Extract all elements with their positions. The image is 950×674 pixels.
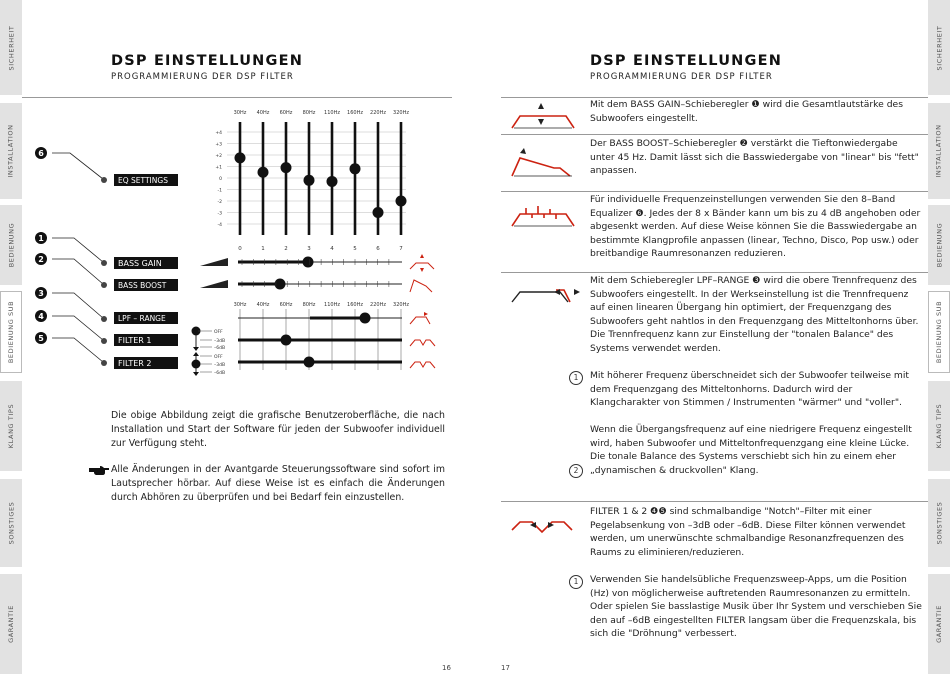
svg-text:4: 4	[38, 312, 44, 321]
filter2-curve-icon	[410, 362, 435, 368]
divider-2	[501, 191, 928, 192]
left-page-title: DSP EINSTELLUNGEN	[111, 53, 304, 69]
eq-freq-label: 110Hz	[324, 110, 340, 116]
bass-gain-curve-icon	[410, 254, 434, 272]
note-1-text: Mit höherer Frequenz überschneidet sich der Subwoofer teilweise mit dem Frequenzgang des Mitteltonhorns. Dadurch wird der Klangcharakter von Stimmen / Instrumenten "wärmer" und "voller".	[590, 370, 910, 409]
lpf-freq-label: 160Hz	[347, 302, 363, 308]
eq-freq-label: 40Hz	[256, 110, 270, 116]
eq-freq-label: 220Hz	[370, 110, 386, 116]
eq-settings-label	[114, 174, 178, 186]
dsp-gui-diagram	[30, 100, 450, 385]
divider-1	[501, 134, 928, 135]
svg-text:–6dB: –6dB	[214, 346, 226, 351]
eq-band-number: 1	[261, 246, 265, 252]
callout-6	[35, 147, 47, 159]
left-header-divider	[22, 97, 452, 98]
lpf-freq-label: 60Hz	[279, 302, 293, 308]
right-page-subtitle: PROGRAMMIERUNG DER DSP FILTER	[590, 72, 773, 82]
svg-text:–3dB: –3dB	[214, 339, 226, 344]
lpf-freq-label: 30Hz	[233, 302, 247, 308]
tab-bedienung-sub[interactable]: BEDIENUNG SUB	[0, 291, 22, 373]
tab-garantie[interactable]: GARANTIE	[928, 574, 950, 674]
eq-slider-knob	[327, 176, 338, 187]
bass-boost-curve-icon	[410, 280, 432, 292]
tab-bedienung[interactable]: BEDIENUNG	[928, 205, 950, 285]
eq-scale-label: +4	[215, 131, 222, 136]
section-bass-boost-text: Der BASS BOOST–Schieberegler ❷ verstärkt die Tieftonwiedergabe unter 45 Hz. Damit lässt sich die Basswiedergabe von "linear" bis "fett" anpassen.	[590, 138, 919, 177]
section-lpf-text: Mit dem Schieberegler LPF–RANGE ❸ wird die obere Trennfrequenz des Subwoofers eingestellt. In der Werkseinstellung ist die Trennfrequenz auf einen linearen Übergang hin optimiert, der Frequenzgang des Subwoofers geht nahtlos in den Frequenzgang des Mitteltonhorns über. Die Trennfrequenz kann zur Einstellung der "tonalen Balance" des Systems verwendet werden.	[590, 275, 919, 354]
eq-slider-knob	[373, 207, 384, 218]
eq-scale-label: +2	[215, 154, 222, 159]
lpf-icon	[508, 280, 588, 312]
section-bass-gain-text: Mit dem BASS GAIN–Schieberegler ❶ wird die Gesamtlautstärke des Subwoofers eingestellt.	[590, 99, 903, 124]
eq-band-number: 0	[238, 246, 242, 252]
bass-boost-wedge-icon	[200, 280, 228, 288]
side-tabs-left	[0, 0, 22, 674]
callout-4	[35, 310, 47, 322]
eq-band-number: 4	[330, 246, 334, 252]
note-1-number: 1	[569, 371, 583, 385]
tab-sicherheit[interactable]: SICHERHEIT	[928, 0, 950, 95]
eq-slider-knob	[350, 163, 361, 174]
eq-band-numbers	[238, 246, 403, 252]
eq-band-number: 2	[284, 246, 288, 252]
side-tabs-right	[928, 0, 950, 674]
svg-text:FILTER 2: FILTER 2	[118, 359, 152, 368]
tab-sonstiges[interactable]: SONSTIGES	[928, 479, 950, 567]
page-number-left: 16	[442, 664, 451, 672]
left-page-subtitle: PROGRAMMIERUNG DER DSP FILTER	[111, 72, 294, 82]
eq-scale-label: -2	[217, 200, 222, 205]
lpf-freq-label: 80Hz	[302, 302, 316, 308]
eq-band-number: 5	[353, 246, 357, 252]
svg-text:EQ SETTINGS: EQ SETTINGS	[118, 176, 168, 185]
filter2-level-selector[interactable]	[192, 352, 226, 376]
eq-band-number: 6	[376, 246, 380, 252]
eq-scale-label: 0	[219, 177, 222, 182]
svg-text:2: 2	[38, 255, 44, 264]
eq-slider-knob	[396, 196, 407, 207]
tab-garantie[interactable]: GARANTIE	[0, 574, 22, 674]
bass-gain-label	[114, 257, 178, 269]
section-equalizer-text: Für individuelle Frequenzeinstellungen verwenden Sie den 8–Band Equalizer ❻. Jedes der 8 x Bänder kann um bis zu 4 dB angehoben oder abgesenkt werden. Auf diese Weise können Sie die Basswiedergabe an bestimmte Klangprofile anpassen (linear, Techno, Disco, Pop usw.) oder breitbandige Raumresonanzen reduzieren.	[590, 194, 921, 260]
tab-installation[interactable]: INSTALLATION	[0, 103, 22, 199]
filter1-curve-icon	[410, 340, 435, 346]
note-3-text: Verwenden Sie handelsübliche Frequenzsweep-Apps, um die Position (Hz) von möglicherweise auftretenden Raumresonanzen zu ermitteln. Oder spielen Sie basslastige Musik über Ihr System und verschieben Sie den auf –6dB eingestellten FILTER langsam über die Frequenzskala, bis sich die "Dröhnung" verbessert.	[590, 574, 922, 640]
tab-klang-tips[interactable]: KLANG TIPS	[928, 381, 950, 471]
eq-slider-knob	[304, 175, 315, 186]
bass-gain-icon	[508, 100, 578, 132]
callout-3	[35, 287, 47, 299]
eq-slider-knob	[235, 152, 246, 163]
bass-gain-wedge-icon	[200, 258, 228, 266]
note-3-number: 1	[569, 575, 583, 589]
tab-bedienung[interactable]: BEDIENUNG	[0, 205, 22, 285]
lpf-frequency-labels	[234, 302, 410, 308]
lpf-freq-label: 320Hz	[393, 302, 409, 308]
filter1-label	[114, 334, 178, 346]
eq-scale-label: +3	[215, 142, 222, 148]
callout-5	[35, 332, 47, 344]
eq-band-number: 7	[399, 246, 403, 252]
eq-band-number: 3	[307, 246, 311, 252]
filter2-label	[114, 357, 178, 369]
svg-text:1: 1	[38, 234, 44, 243]
svg-text:FILTER 1: FILTER 1	[118, 336, 152, 345]
filter1-slider[interactable]	[238, 335, 402, 346]
section-filter-text: FILTER 1 & 2 ❹❺ sind schmalbandige "Notch"–Filter mit einer Pegelabsenkung von –3dB oder –6dB. Diese Filter können verwendet werden, um unerwünschte schmalbandige Resonanzfrequenzen des Raums zu eliminieren/reduzieren.	[590, 506, 906, 558]
lpf-range-slider[interactable]	[238, 313, 402, 324]
equalizer-icon	[508, 196, 578, 232]
svg-text:BASS GAIN: BASS GAIN	[118, 259, 162, 268]
svg-text:3: 3	[38, 289, 44, 298]
eq-freq-label: 320Hz	[393, 110, 409, 116]
tab-sicherheit[interactable]: SICHERHEIT	[0, 0, 22, 95]
left-paragraph-2: Alle Änderungen in der Avantgarde Steuerungssoftware sind sofort im Lautsprecher hörbar. Auf diese Weise ist es einfach die Änderungen durch Abhören zu überprüfen und bei Bedarf fein einzustellen.	[111, 464, 445, 503]
eq-scale-label: -1	[217, 188, 222, 194]
tab-klang-tips[interactable]: KLANG TIPS	[0, 381, 22, 471]
svg-text:6: 6	[38, 149, 44, 158]
lpf-freq-label: 40Hz	[256, 302, 270, 308]
eq-freq-label: 60Hz	[279, 110, 293, 116]
slider-ticks	[240, 259, 401, 370]
tab-installation[interactable]: INSTALLATION	[928, 103, 950, 199]
tab-sonstiges[interactable]: SONSTIGES	[0, 479, 22, 567]
eq-freq-label: 160Hz	[347, 110, 363, 116]
right-page-title: DSP EINSTELLUNGEN	[590, 53, 783, 69]
callout-1	[35, 232, 47, 244]
pointing-hand-icon	[88, 464, 110, 476]
svg-text:–3dB: –3dB	[214, 363, 226, 368]
svg-text:OFF: OFF	[214, 330, 223, 335]
notch-filter-icon	[508, 510, 578, 536]
lpf-curve-icon	[410, 312, 430, 324]
left-paragraph-1: Die obige Abbildung zeigt die grafische Benutzeroberfläche, die nach Installation und Start der Software für jeden der Subwoofer individuell zur Verfügung steht.	[111, 410, 445, 449]
svg-text:OFF: OFF	[214, 355, 223, 360]
note-2-text: Wenn die Übergangsfrequenz auf eine niedrigere Frequenz eingestellt wird, haben Subwoofer und Mitteltonfrequenzgang eine kleine Lücke. Die tonale Balance des Systems verschiebt sich hin zu einem eher „dynamischen & druckvollen" Klang.	[590, 424, 912, 476]
eq-freq-label: 30Hz	[233, 110, 247, 116]
note-2-number: 2	[569, 464, 583, 478]
callout-2	[35, 253, 47, 265]
filter1-level-selector[interactable]	[192, 327, 226, 352]
bass-boost-icon	[508, 138, 578, 180]
svg-text:–6dB: –6dB	[214, 371, 226, 376]
eq-sliders[interactable]	[235, 122, 407, 235]
filter2-slider[interactable]	[238, 357, 402, 368]
eq-scale-label: -4	[217, 223, 222, 228]
eq-freq-label: 80Hz	[302, 110, 316, 116]
divider-3	[501, 272, 928, 273]
bass-boost-label	[114, 279, 178, 291]
eq-scale-label: -3	[217, 211, 222, 217]
eq-slider-knob	[281, 162, 292, 173]
eq-frequency-labels	[234, 110, 410, 116]
svg-text:BASS BOOST: BASS BOOST	[118, 281, 167, 290]
page-number-right: 17	[501, 664, 510, 672]
tab-bedienung-sub[interactable]: BEDIENUNG SUB	[928, 291, 950, 373]
lpf-range-label	[114, 312, 178, 324]
eq-scale-label: +1	[215, 165, 222, 171]
lpf-freq-label: 220Hz	[370, 302, 386, 308]
divider-4	[501, 501, 928, 502]
svg-text:LPF – RANGE: LPF – RANGE	[118, 314, 166, 323]
lpf-freq-label: 110Hz	[324, 302, 340, 308]
svg-text:5: 5	[38, 334, 44, 343]
eq-slider-knob	[258, 167, 269, 178]
